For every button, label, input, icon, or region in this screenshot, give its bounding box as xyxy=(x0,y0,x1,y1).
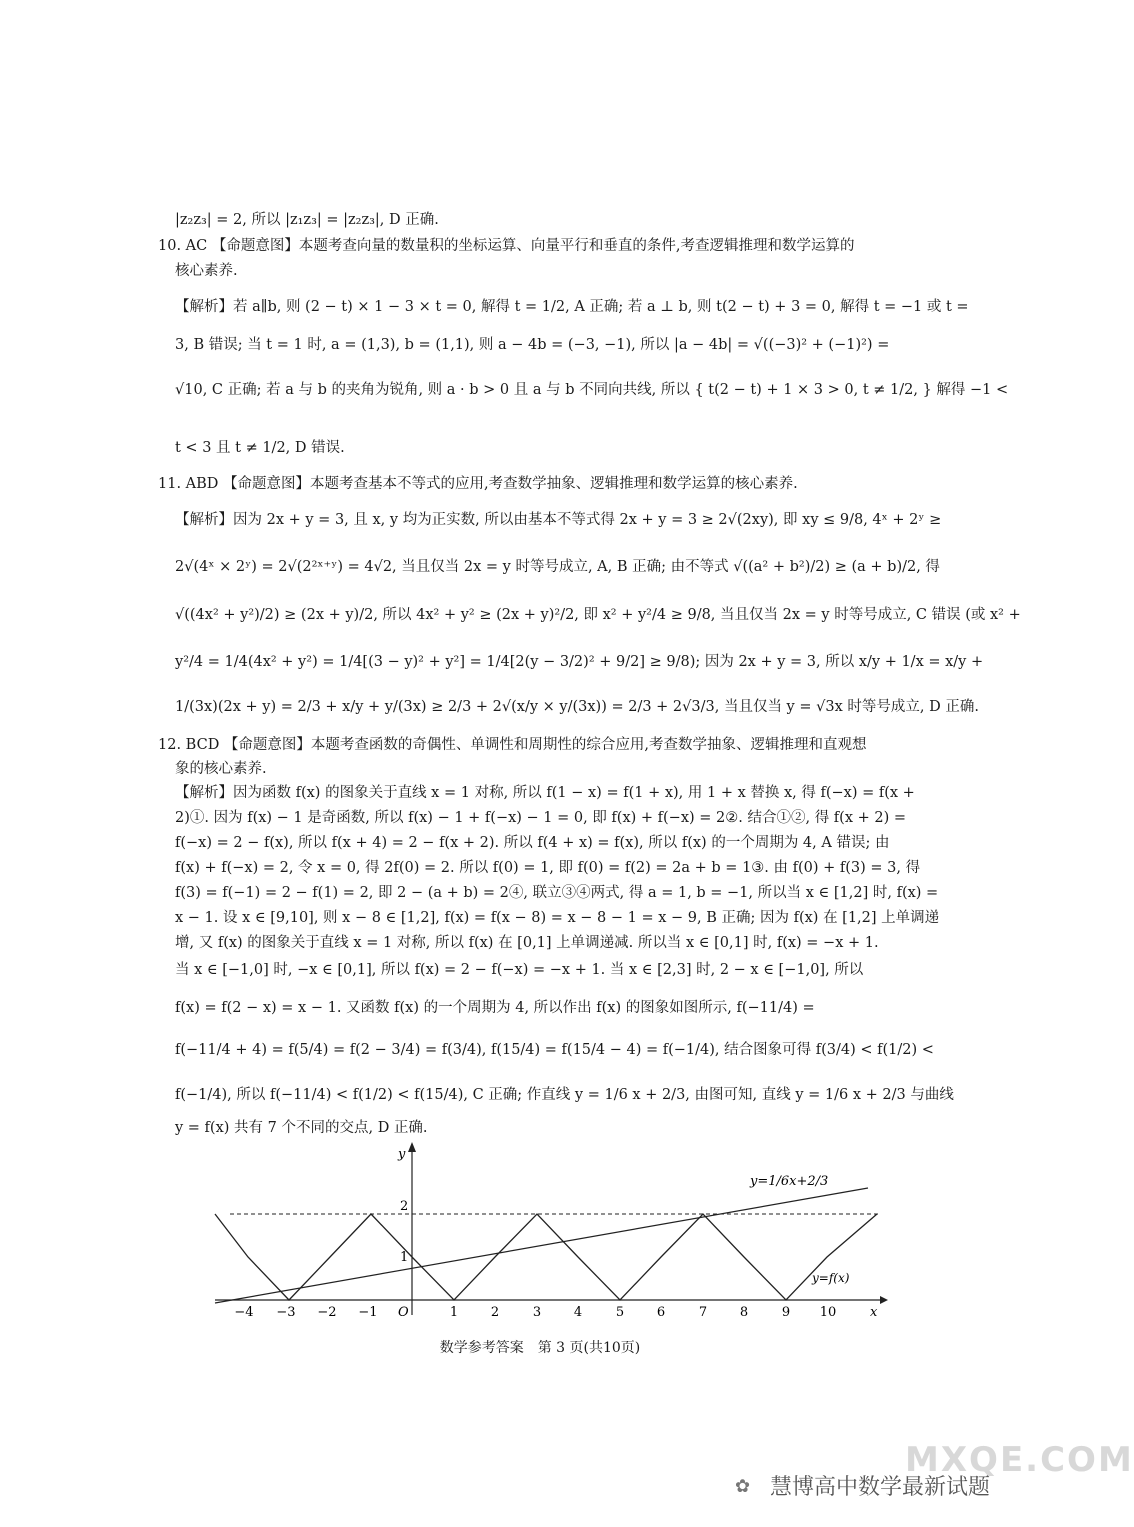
text-line: 12. BCD 【命题意图】本题考查函数的奇偶性、单调性和周期性的综合应用,考查数学抽象、逻辑推理和直观想 xyxy=(158,737,867,753)
text-line: 2)①. 因为 f(x) − 1 是奇函数, 所以 f(x) − 1 + f(−x) − 1 = 0, 即 f(x) + f(−x) = 2②. 结合①②, 得 f(x + 2) = xyxy=(175,810,907,826)
x-tick-label: 4 xyxy=(573,1305,583,1320)
page-footer: 数学参考答案 第 3 页(共10页) xyxy=(439,1340,641,1356)
x-tick-label: 1 xyxy=(449,1305,459,1320)
text-line: 【解析】若 a∥b, 则 (2 − t) × 1 − 3 × t = 0, 解得 t = 1/2, A 正确; 若 a ⊥ b, 则 t(2 − t) + 3 = 0, 解得 t = −1 或 t = xyxy=(175,299,969,315)
x-tick-label: 2 xyxy=(490,1305,500,1320)
text-line: √((4x² + y²)/2) ≥ (2x + y)/2, 所以 4x² + y² ≥ (2x + y)²/2, 即 x² + y²/4 ≥ 9/8, 当且仅当 2x = y 时等号成立, C 错误 (或 x² + xyxy=(175,607,1021,623)
x-axis-label: x xyxy=(870,1305,878,1320)
text-line: |z₂z₃| = 2, 所以 |z₁z₃| = |z₂z₃|, D 正确. xyxy=(175,212,439,228)
text-line: 10. AC 【命题意图】本题考查向量的数量积的坐标运算、向量平行和垂直的条件,考查逻辑推理和数学运算的 xyxy=(158,238,855,254)
x-tick-label: −1 xyxy=(358,1305,378,1320)
text-line: f(3) = f(−1) = 2 − f(1) = 2, 即 2 − (a + b) = 2④, 联立③④两式, 得 a = 1, b = −1, 所以当 x ∈ [1,2] 时, f(x) = xyxy=(175,885,939,901)
text-line: x − 1. 设 x ∈ [9,10], 则 x − 8 ∈ [1,2], f(x) = f(x − 8) = x − 8 − 1 = x − 9, B 正确; 因为 f(x) 在 [1,2] 上单调递 xyxy=(175,910,940,926)
text-line: f(−11/4 + 4) = f(5/4) = f(2 − 3/4) = f(3/4), f(15/4) = f(15/4 − 4) = f(−1/4), 结合图象可得 f(3/4) < f(1/2) < xyxy=(175,1042,934,1058)
text-line: 3, B 错误; 当 t = 1 时, a = (1,3), b = (1,1), 则 a − 4b = (−3, −1), 所以 |a − 4b| = √((−3)² + (−1)²) = xyxy=(175,337,890,353)
text-line: f(−x) = 2 − f(x), 所以 f(x + 4) = 2 − f(x + 2). 所以 f(4 + x) = f(x), 所以 f(x) 的一个周期为 4, A 错误; 由 xyxy=(175,835,890,851)
text-line: √10, C 正确; 若 a 与 b 的夹角为锐角, 则 a · b > 0 且 a 与 b 不同向共线, 所以 { t(2 − t) + 1 × 3 > 0, t ≠ 1/2, } 解得 −1 < xyxy=(175,382,1009,398)
text-line: 1/(3x)(2x + y) = 2/3 + x/y + y/(3x) ≥ 2/3 + 2√(x/y × y/(3x)) = 2/3 + 2√3/3, 当且仅当 y = √3x 时等号成立, D 正确. xyxy=(175,699,979,715)
function-graph xyxy=(200,1140,900,1320)
text-line: 【解析】因为函数 f(x) 的图象关于直线 x = 1 对称, 所以 f(1 − x) = f(1 + x), 用 1 + x 替换 x, 得 f(−x) = f(x + xyxy=(175,785,915,801)
x-axis-arrow xyxy=(880,1296,888,1304)
y-tick-label: 2 xyxy=(400,1199,409,1214)
x-tick-label: −3 xyxy=(276,1305,296,1320)
text-line: f(x) + f(−x) = 2, 令 x = 0, 得 2f(0) = 2. 所以 f(0) = 1, 即 f(0) = f(2) = 2a + b = 1③. 由 f(0) + f(3) = 3, 得 xyxy=(175,860,921,876)
x-tick-label: 8 xyxy=(739,1305,749,1320)
wechat-icon: ✿ xyxy=(735,1476,751,1497)
x-tick-label: 9 xyxy=(781,1305,791,1320)
line-y xyxy=(215,1188,868,1303)
text-line: 增, 又 f(x) 的图象关于直线 x = 1 对称, 所以 f(x) 在 [0,1] 上单调递减. 所以当 x ∈ [0,1] 时, f(x) = −x + 1. xyxy=(175,935,879,951)
x-tick-label: 6 xyxy=(656,1305,666,1320)
curve-label: y=f(x) xyxy=(812,1271,850,1285)
text-line: f(x) = f(2 − x) = x − 1. 又函数 f(x) 的一个周期为 4, 所以作出 f(x) 的图象如图所示, f(−11/4) = xyxy=(175,1000,815,1016)
x-tick-label: 5 xyxy=(615,1305,625,1320)
curve-f xyxy=(215,1214,877,1300)
text-line: y = f(x) 共有 7 个不同的交点, D 正确. xyxy=(175,1120,428,1136)
text-line: 【解析】因为 2x + y = 3, 且 x, y 均为正实数, 所以由基本不等式得 2x + y = 3 ≥ 2√(2xy), 即 xy ≤ 9/8, 4ˣ + 2ʸ ≥ xyxy=(175,512,942,528)
text-line: 核心素养. xyxy=(175,263,238,279)
y-tick-label: 1 xyxy=(400,1250,409,1265)
y-axis-label: y xyxy=(398,1147,406,1162)
x-tick-labels xyxy=(234,1305,836,1320)
x-tick-label: −2 xyxy=(317,1305,337,1320)
text-line: 2√(4ˣ × 2ʸ) = 2√(2²ˣ⁺ʸ) = 4√2, 当且仅当 2x = y 时等号成立, A, B 正确; 由不等式 √((a² + b²)/2) ≥ (a + b)/2, 得 xyxy=(175,559,940,575)
watermark-site: MXQE.COM xyxy=(905,1440,1134,1480)
x-tick-label: 7 xyxy=(698,1305,708,1320)
text-line: 当 x ∈ [−1,0] 时, −x ∈ [0,1], 所以 f(x) = 2 − f(−x) = −x + 1. 当 x ∈ [2,3] 时, 2 − x ∈ [−1,0], 所以 xyxy=(175,962,864,978)
text-line: 11. ABD 【命题意图】本题考查基本不等式的应用,考查数学抽象、逻辑推理和数学运算的核心素养. xyxy=(158,476,798,492)
watermark-account: 慧博高中数学最新试题 xyxy=(770,1475,991,1500)
y-axis-arrow xyxy=(408,1142,416,1152)
x-tick-label: −4 xyxy=(234,1305,254,1320)
text-line: y²/4 = 1/4(4x² + y²) = 1/4[(3 − y)² + y²] = 1/4[2(y − 3/2)² + 9/2] ≥ 9/8); 因为 2x + y = 3, 所以 x/y + 1/x = x/y + xyxy=(175,654,984,670)
origin-label: O xyxy=(398,1305,409,1320)
x-tick-label: 3 xyxy=(532,1305,542,1320)
text-line: 象的核心素养. xyxy=(175,761,267,777)
text-line: t < 3 且 t ≠ 1/2, D 错误. xyxy=(175,440,345,456)
text-line: f(−1/4), 所以 f(−11/4) < f(1/2) < f(15/4), C 正确; 作直线 y = 1/6 x + 2/3, 由图可知, 直线 y = 1/6 x + 2/3 与曲线 xyxy=(175,1087,954,1103)
x-tick-label: 10 xyxy=(819,1305,837,1320)
line-label: y=1/6x+2/3 xyxy=(750,1174,829,1189)
